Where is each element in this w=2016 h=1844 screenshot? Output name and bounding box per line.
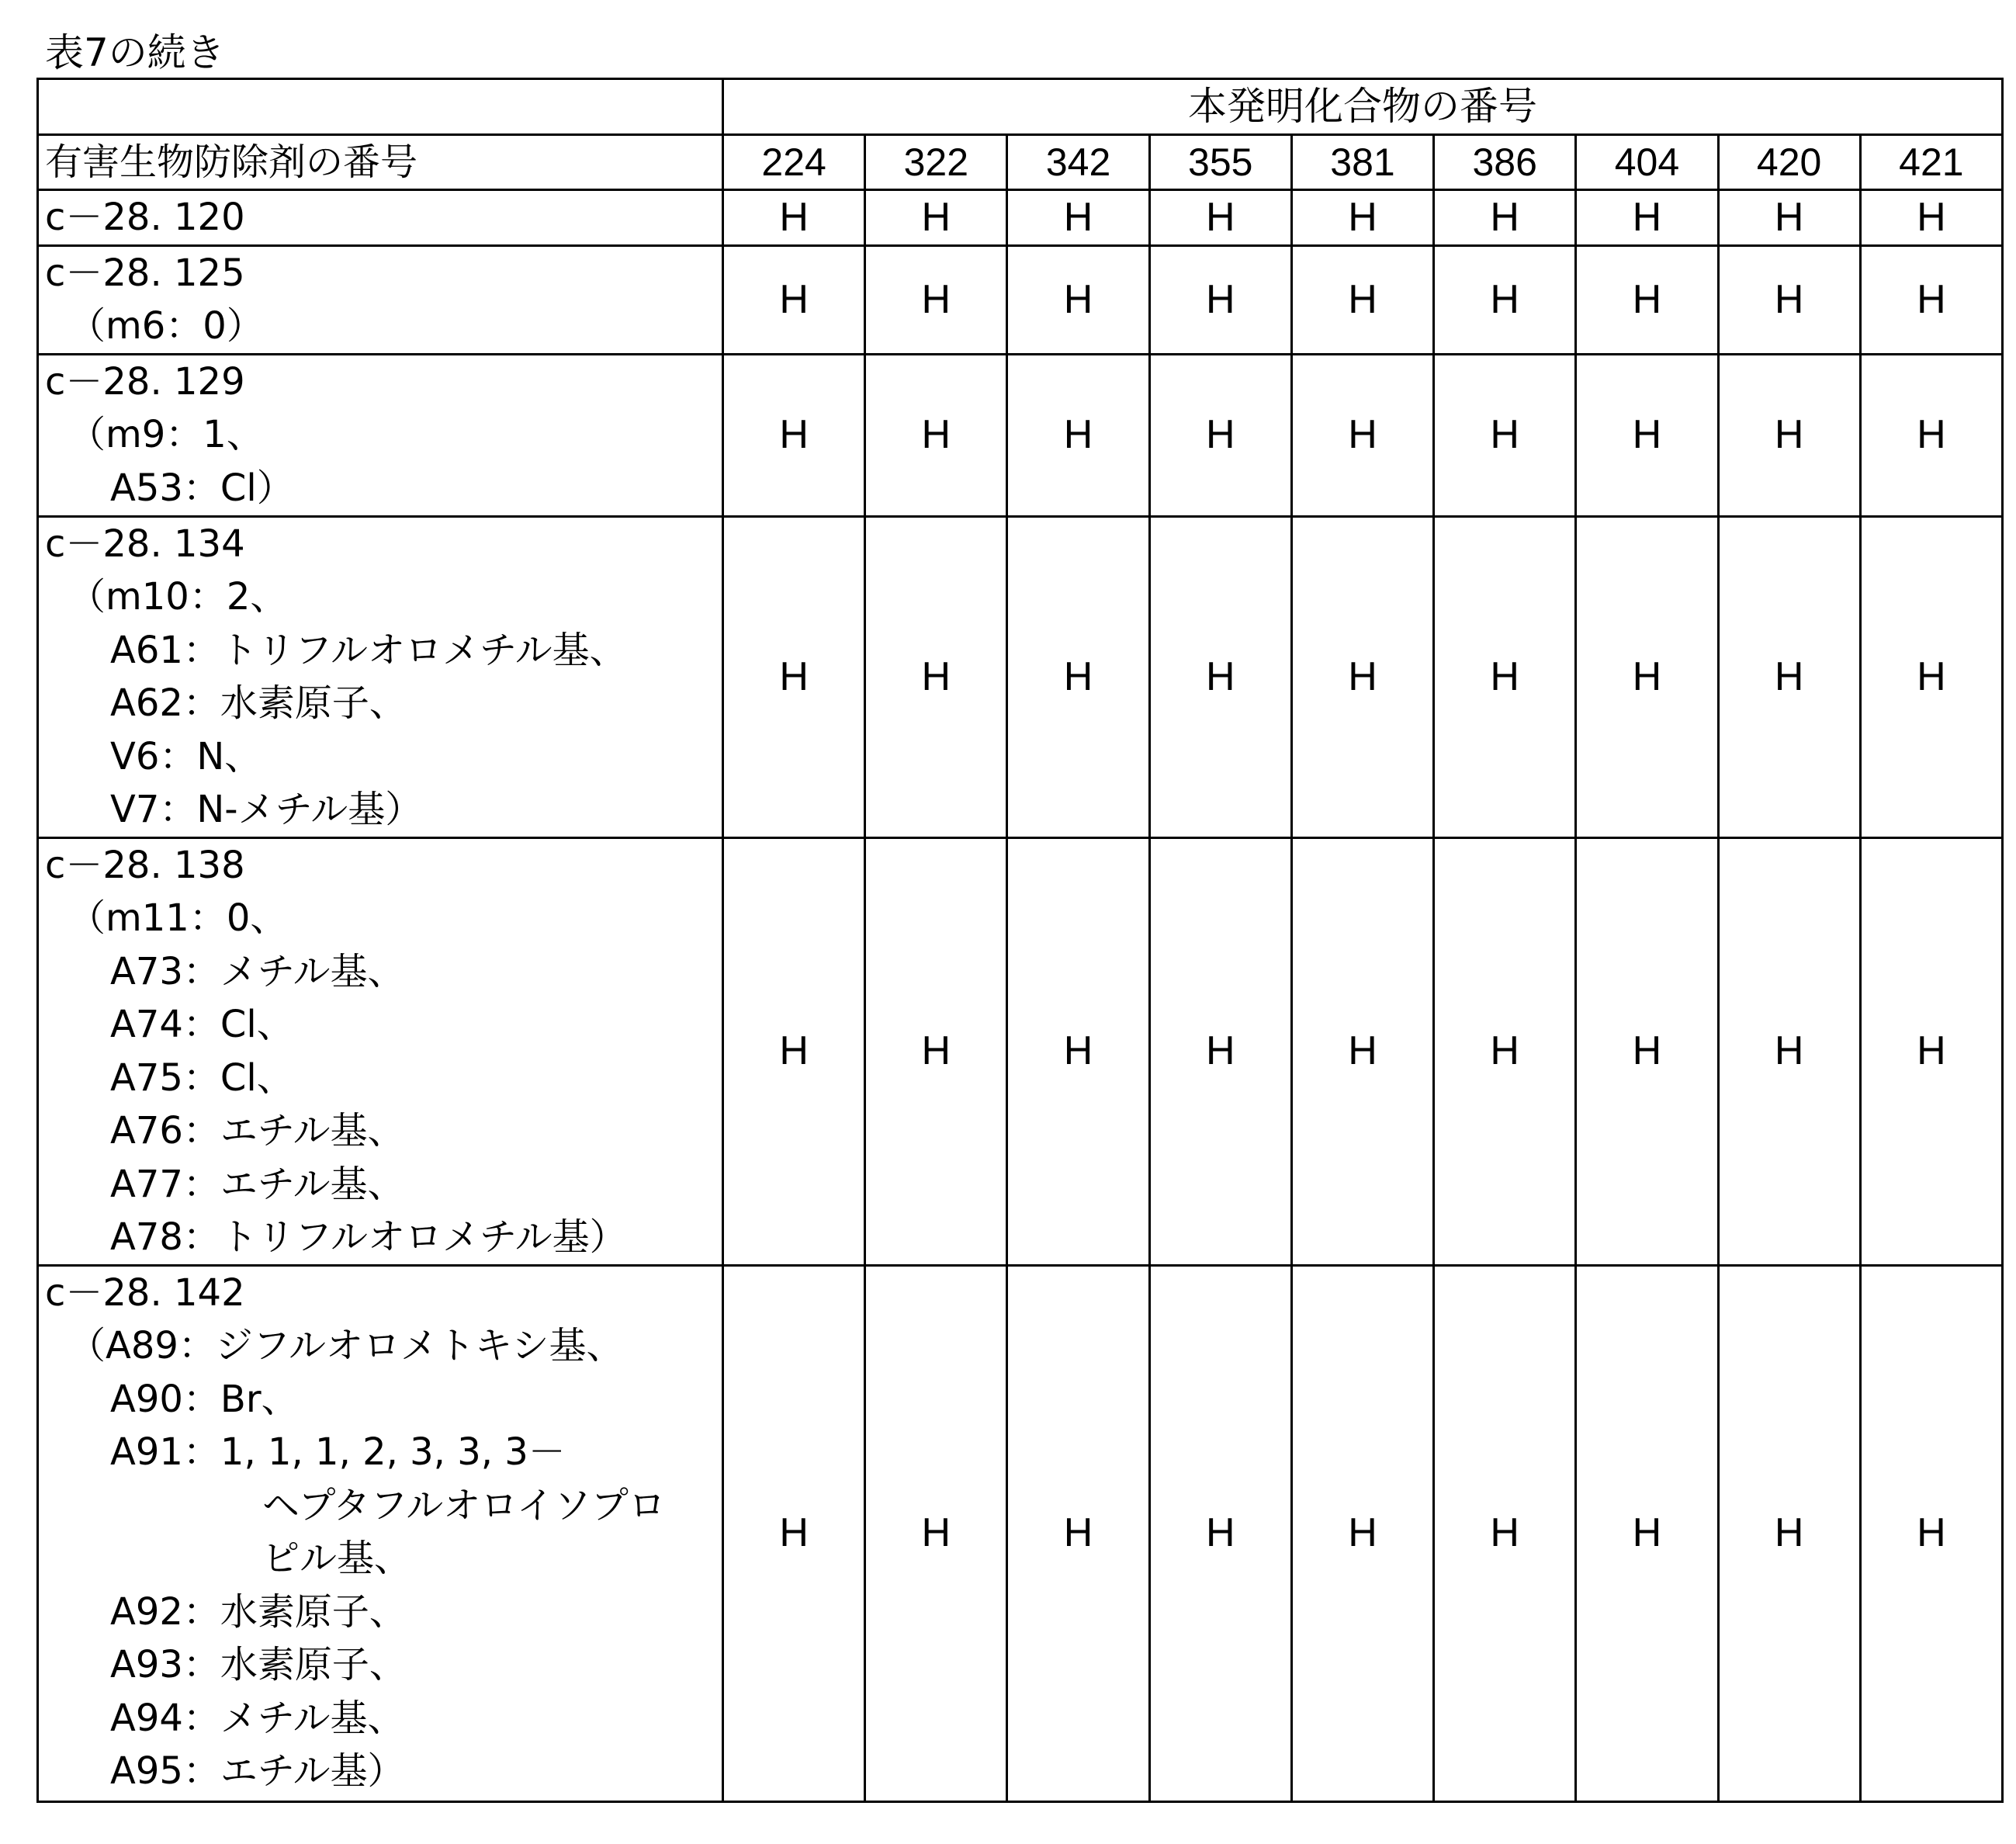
result-value-cell: H xyxy=(1007,837,1149,1265)
result-value-cell: H xyxy=(1291,190,1433,246)
result-value-cell: H xyxy=(1291,1265,1433,1801)
result-value-cell: H xyxy=(1291,516,1433,837)
table-row xyxy=(38,516,2003,837)
result-value-cell: H xyxy=(723,1265,865,1801)
result-value-cell: H xyxy=(1291,837,1433,1265)
result-value-cell: H xyxy=(1860,516,2002,837)
table-row xyxy=(38,837,2003,1265)
result-value-cell: H xyxy=(723,190,865,246)
pesticide-name-line: A95：エチル基） xyxy=(45,1745,722,1798)
pesticide-name-line: V7：N-メチル基） xyxy=(45,783,722,837)
compound-number-group-header: 本発明化合物の番号 xyxy=(723,79,2003,135)
result-value-cell: H xyxy=(1291,354,1433,516)
pesticide-name-line: （m11：0、 xyxy=(45,892,722,945)
pesticide-name-line: c－28. 142 xyxy=(45,1267,722,1320)
pesticide-name-cell xyxy=(38,245,723,354)
result-value-cell: H xyxy=(1860,354,2002,516)
table-row xyxy=(38,245,2003,354)
result-value-cell: H xyxy=(1149,516,1291,837)
result-value-cell: H xyxy=(1149,1265,1291,1801)
table-row xyxy=(38,354,2003,516)
pesticide-name-line: A62：水素原子、 xyxy=(45,677,722,730)
result-value-cell: H xyxy=(1718,245,1860,354)
result-value-cell: H xyxy=(865,190,1007,246)
pesticide-name-line: （m6：0） xyxy=(45,300,722,353)
pesticide-name-line: c－28. 129 xyxy=(45,355,722,409)
pesticide-number-header: 有害生物防除剤の番号 xyxy=(38,134,723,190)
results-table xyxy=(36,78,2004,1803)
pesticide-name-line: A75：Cl、 xyxy=(45,1052,722,1105)
result-value-cell: H xyxy=(723,837,865,1265)
result-value-cell: H xyxy=(865,837,1007,1265)
result-value-cell: H xyxy=(1434,190,1576,246)
result-value-cell: H xyxy=(1718,516,1860,837)
pesticide-name-cell xyxy=(38,354,723,516)
result-value-cell: H xyxy=(723,354,865,516)
pesticide-name-line: ヘプタフルオロイソプロ xyxy=(45,1479,722,1533)
pesticide-name-cell xyxy=(38,1265,723,1801)
result-value-cell: H xyxy=(1576,837,1718,1265)
result-value-cell: H xyxy=(1576,354,1718,516)
pesticide-name-line: A73：メチル基、 xyxy=(45,945,722,999)
compound-number-header: 224 xyxy=(723,134,865,190)
result-value-cell: H xyxy=(723,245,865,354)
pesticide-name-line: c－28. 134 xyxy=(45,518,722,571)
result-value-cell: H xyxy=(1149,354,1291,516)
pesticide-name-line: c－28. 125 xyxy=(45,247,722,300)
result-value-cell: H xyxy=(865,516,1007,837)
header-row-numbers xyxy=(38,134,2003,190)
pesticide-name-line: A92：水素原子、 xyxy=(45,1586,722,1639)
pesticide-name-line: A90：Br、 xyxy=(45,1373,722,1426)
compound-number-header: 404 xyxy=(1576,134,1718,190)
result-value-cell: H xyxy=(865,354,1007,516)
result-value-cell: H xyxy=(1718,190,1860,246)
result-value-cell: H xyxy=(1007,354,1149,516)
compound-number-header: 420 xyxy=(1718,134,1860,190)
result-value-cell: H xyxy=(1576,1265,1718,1801)
pesticide-name-line: （A89：ジフルオロメトキシ基、 xyxy=(45,1319,722,1373)
result-value-cell: H xyxy=(1291,245,1433,354)
pesticide-name-line: A76：エチル基、 xyxy=(45,1104,722,1158)
pesticide-name-line: A91：1, 1, 1, 2, 3, 3, 3－ xyxy=(45,1426,722,1479)
result-value-cell: H xyxy=(723,516,865,837)
pesticide-name-line: ピル基、 xyxy=(45,1532,722,1586)
result-value-cell: H xyxy=(1576,516,1718,837)
result-value-cell: H xyxy=(1007,245,1149,354)
result-value-cell: H xyxy=(1149,190,1291,246)
header-row-group xyxy=(38,79,2003,135)
pesticide-name-line: A61：トリフルオロメチル基、 xyxy=(45,624,722,678)
result-value-cell: H xyxy=(1434,516,1576,837)
pesticide-name-line: V6：N、 xyxy=(45,730,722,784)
compound-number-header: 381 xyxy=(1291,134,1433,190)
result-value-cell: H xyxy=(1860,245,2002,354)
result-value-cell: H xyxy=(1718,1265,1860,1801)
result-value-cell: H xyxy=(1576,190,1718,246)
result-value-cell: H xyxy=(865,245,1007,354)
compound-number-header: 355 xyxy=(1149,134,1291,190)
result-value-cell: H xyxy=(1860,1265,2002,1801)
compound-number-header: 421 xyxy=(1860,134,2002,190)
header-empty-cell xyxy=(38,79,723,135)
result-value-cell: H xyxy=(1860,190,2002,246)
pesticide-name-line: A78：トリフルオロメチル基） xyxy=(45,1211,722,1264)
compound-number-header: 322 xyxy=(865,134,1007,190)
result-value-cell: H xyxy=(1007,1265,1149,1801)
pesticide-name-line: A77：エチル基、 xyxy=(45,1158,722,1211)
result-value-cell: H xyxy=(1149,245,1291,354)
result-value-cell: H xyxy=(865,1265,1007,1801)
result-value-cell: H xyxy=(1576,245,1718,354)
pesticide-name-line: A53：Cl） xyxy=(45,462,722,515)
pesticide-name-line: （m9：1、 xyxy=(45,408,722,462)
result-value-cell: H xyxy=(1434,354,1576,516)
pesticide-name-line: c－28. 138 xyxy=(45,839,722,893)
result-value-cell: H xyxy=(1860,837,2002,1265)
result-value-cell: H xyxy=(1718,837,1860,1265)
pesticide-name-line: （m10：2、 xyxy=(45,570,722,624)
pesticide-name-cell xyxy=(38,190,723,246)
result-value-cell: H xyxy=(1007,190,1149,246)
result-value-cell: H xyxy=(1434,837,1576,1265)
table-row xyxy=(38,190,2003,246)
result-value-cell: H xyxy=(1007,516,1149,837)
compound-number-header: 386 xyxy=(1434,134,1576,190)
compound-number-header: 342 xyxy=(1007,134,1149,190)
result-value-cell: H xyxy=(1434,1265,1576,1801)
pesticide-name-cell xyxy=(38,837,723,1265)
pesticide-name-line: A94：メチル基、 xyxy=(45,1692,722,1745)
pesticide-name-line: A74：Cl、 xyxy=(45,998,722,1052)
pesticide-name-cell xyxy=(38,516,723,837)
result-value-cell: H xyxy=(1718,354,1860,516)
result-value-cell: H xyxy=(1434,245,1576,354)
pesticide-name-line: A93：水素原子、 xyxy=(45,1638,722,1692)
table-row xyxy=(38,1265,2003,1801)
table-caption: 表7の続き xyxy=(45,28,225,78)
result-value-cell: H xyxy=(1149,837,1291,1265)
pesticide-name-line: c－28. 120 xyxy=(45,191,722,244)
